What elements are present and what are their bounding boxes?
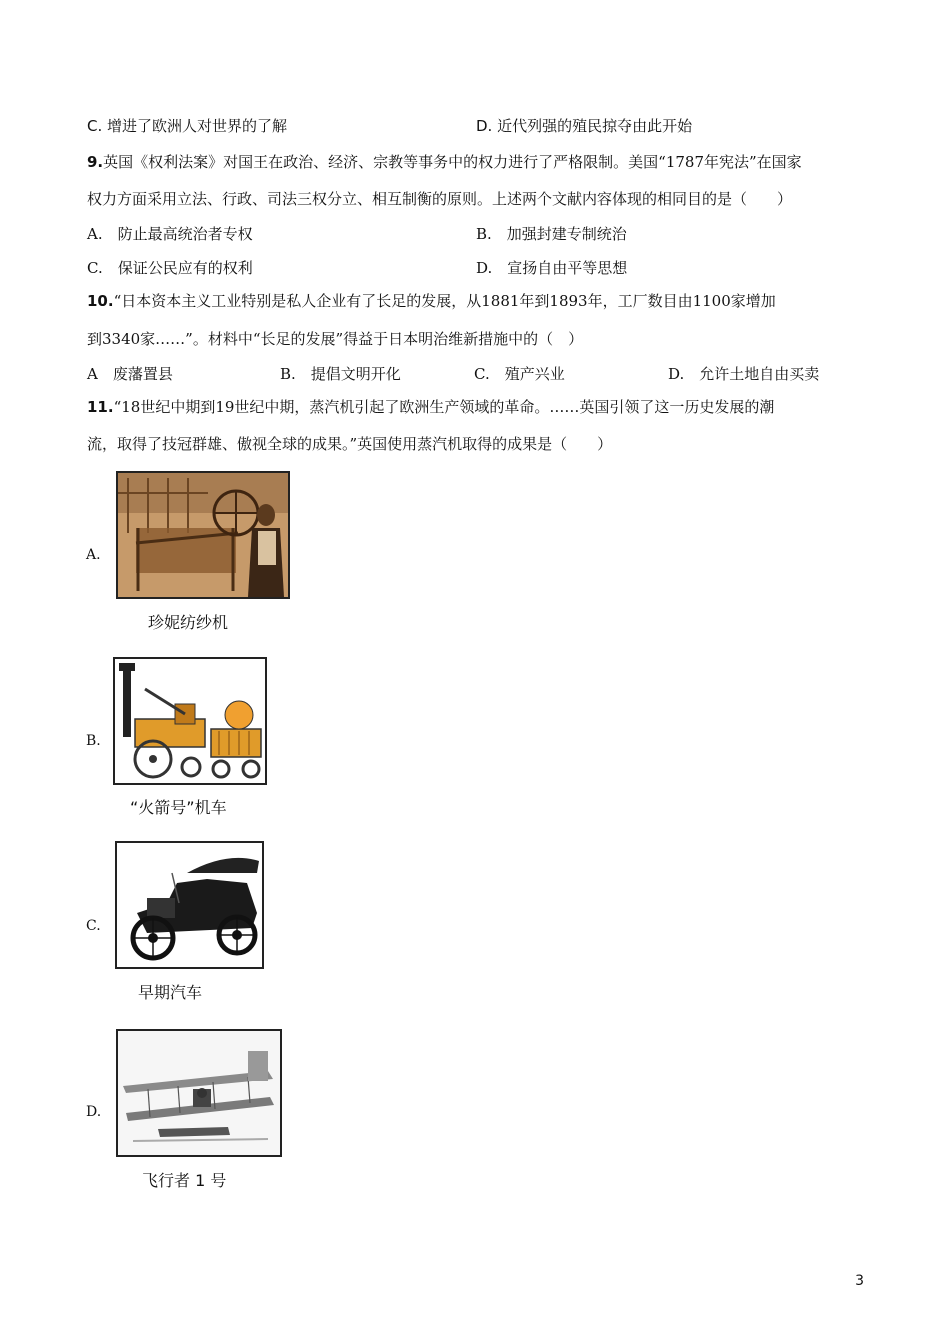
q11-option-a-letter: A. bbox=[86, 547, 101, 563]
q10-option-a: A 废藩置县 bbox=[87, 365, 173, 383]
q8-option-c: C. 增进了欧洲人对世界的了解 bbox=[87, 117, 288, 135]
q11-option-c-caption: 早期汽车 bbox=[138, 983, 203, 1002]
q10-option-d: D. 允许土地自由买卖 bbox=[668, 365, 820, 383]
q11-stem-line1 bbox=[87, 397, 774, 417]
page-number: 3 bbox=[855, 1273, 864, 1289]
q10-option-b: B. 提倡文明开化 bbox=[280, 365, 401, 383]
q11-option-b-letter: B. bbox=[86, 733, 101, 749]
q11-option-c-letter: C. bbox=[86, 918, 101, 934]
q9-stem-text1: 英国《权利法案》对国王在政治、经济、宗教等事务中的权力进行了严格限制。美国“1787年宪法”在国家 bbox=[103, 153, 802, 171]
q9-option-d: D. 宣扬自由平等思想 bbox=[476, 259, 628, 277]
q11-option-b-caption: “火箭号”机车 bbox=[130, 798, 227, 817]
q9-stem-line1 bbox=[87, 152, 802, 172]
q11-option-a-caption: 珍妮纺纱机 bbox=[148, 613, 229, 632]
early-automobile-photo bbox=[115, 841, 264, 969]
q9-option-c: C. 保证公民应有的权利 bbox=[87, 259, 253, 277]
q9-number: 9. bbox=[87, 153, 104, 171]
q10-number: 10. bbox=[87, 292, 114, 310]
q11-stem-line2: 流，取得了技冠群雄、傲视全球的成果。”英国使用蒸汽机取得的成果是（ ） bbox=[87, 435, 613, 453]
q11-option-d-caption: 飞行者 1 号 bbox=[142, 1171, 227, 1190]
q10-option-c: C. 殖产兴业 bbox=[474, 365, 565, 383]
q10-stem-text1: “日本资本主义工业特别是私人企业有了长足的发展，从1881年到1893年，工厂数目由1100家增加 bbox=[113, 292, 776, 310]
flyer-airplane-photo bbox=[116, 1029, 282, 1157]
q11-number: 11. bbox=[87, 398, 114, 416]
spinning-jenny-photo bbox=[116, 471, 290, 599]
q9-option-b: B. 加强封建专制统治 bbox=[476, 225, 627, 243]
q10-stem-line1 bbox=[87, 291, 776, 311]
q11-stem-text1: “18世纪中期到19世纪中期，蒸汽机引起了欧洲生产领域的革命。……英国引领了这一历史发展的潮 bbox=[113, 398, 775, 416]
q8-option-d: D. 近代列强的殖民掠夺由此开始 bbox=[476, 117, 693, 135]
q9-option-a: A. 防止最高统治者专权 bbox=[87, 225, 253, 243]
rocket-locomotive-photo bbox=[113, 657, 267, 785]
q9-stem-line2: 权力方面采用立法、行政、司法三权分立、相互制衡的原则。上述两个文献内容体现的相同目的是（ ） bbox=[87, 190, 793, 208]
q10-stem-line2: 到3340家……”。材料中“长足的发展”得益于日本明治维新措施中的（ ） bbox=[87, 330, 584, 348]
q11-option-d-letter: D. bbox=[86, 1104, 102, 1120]
